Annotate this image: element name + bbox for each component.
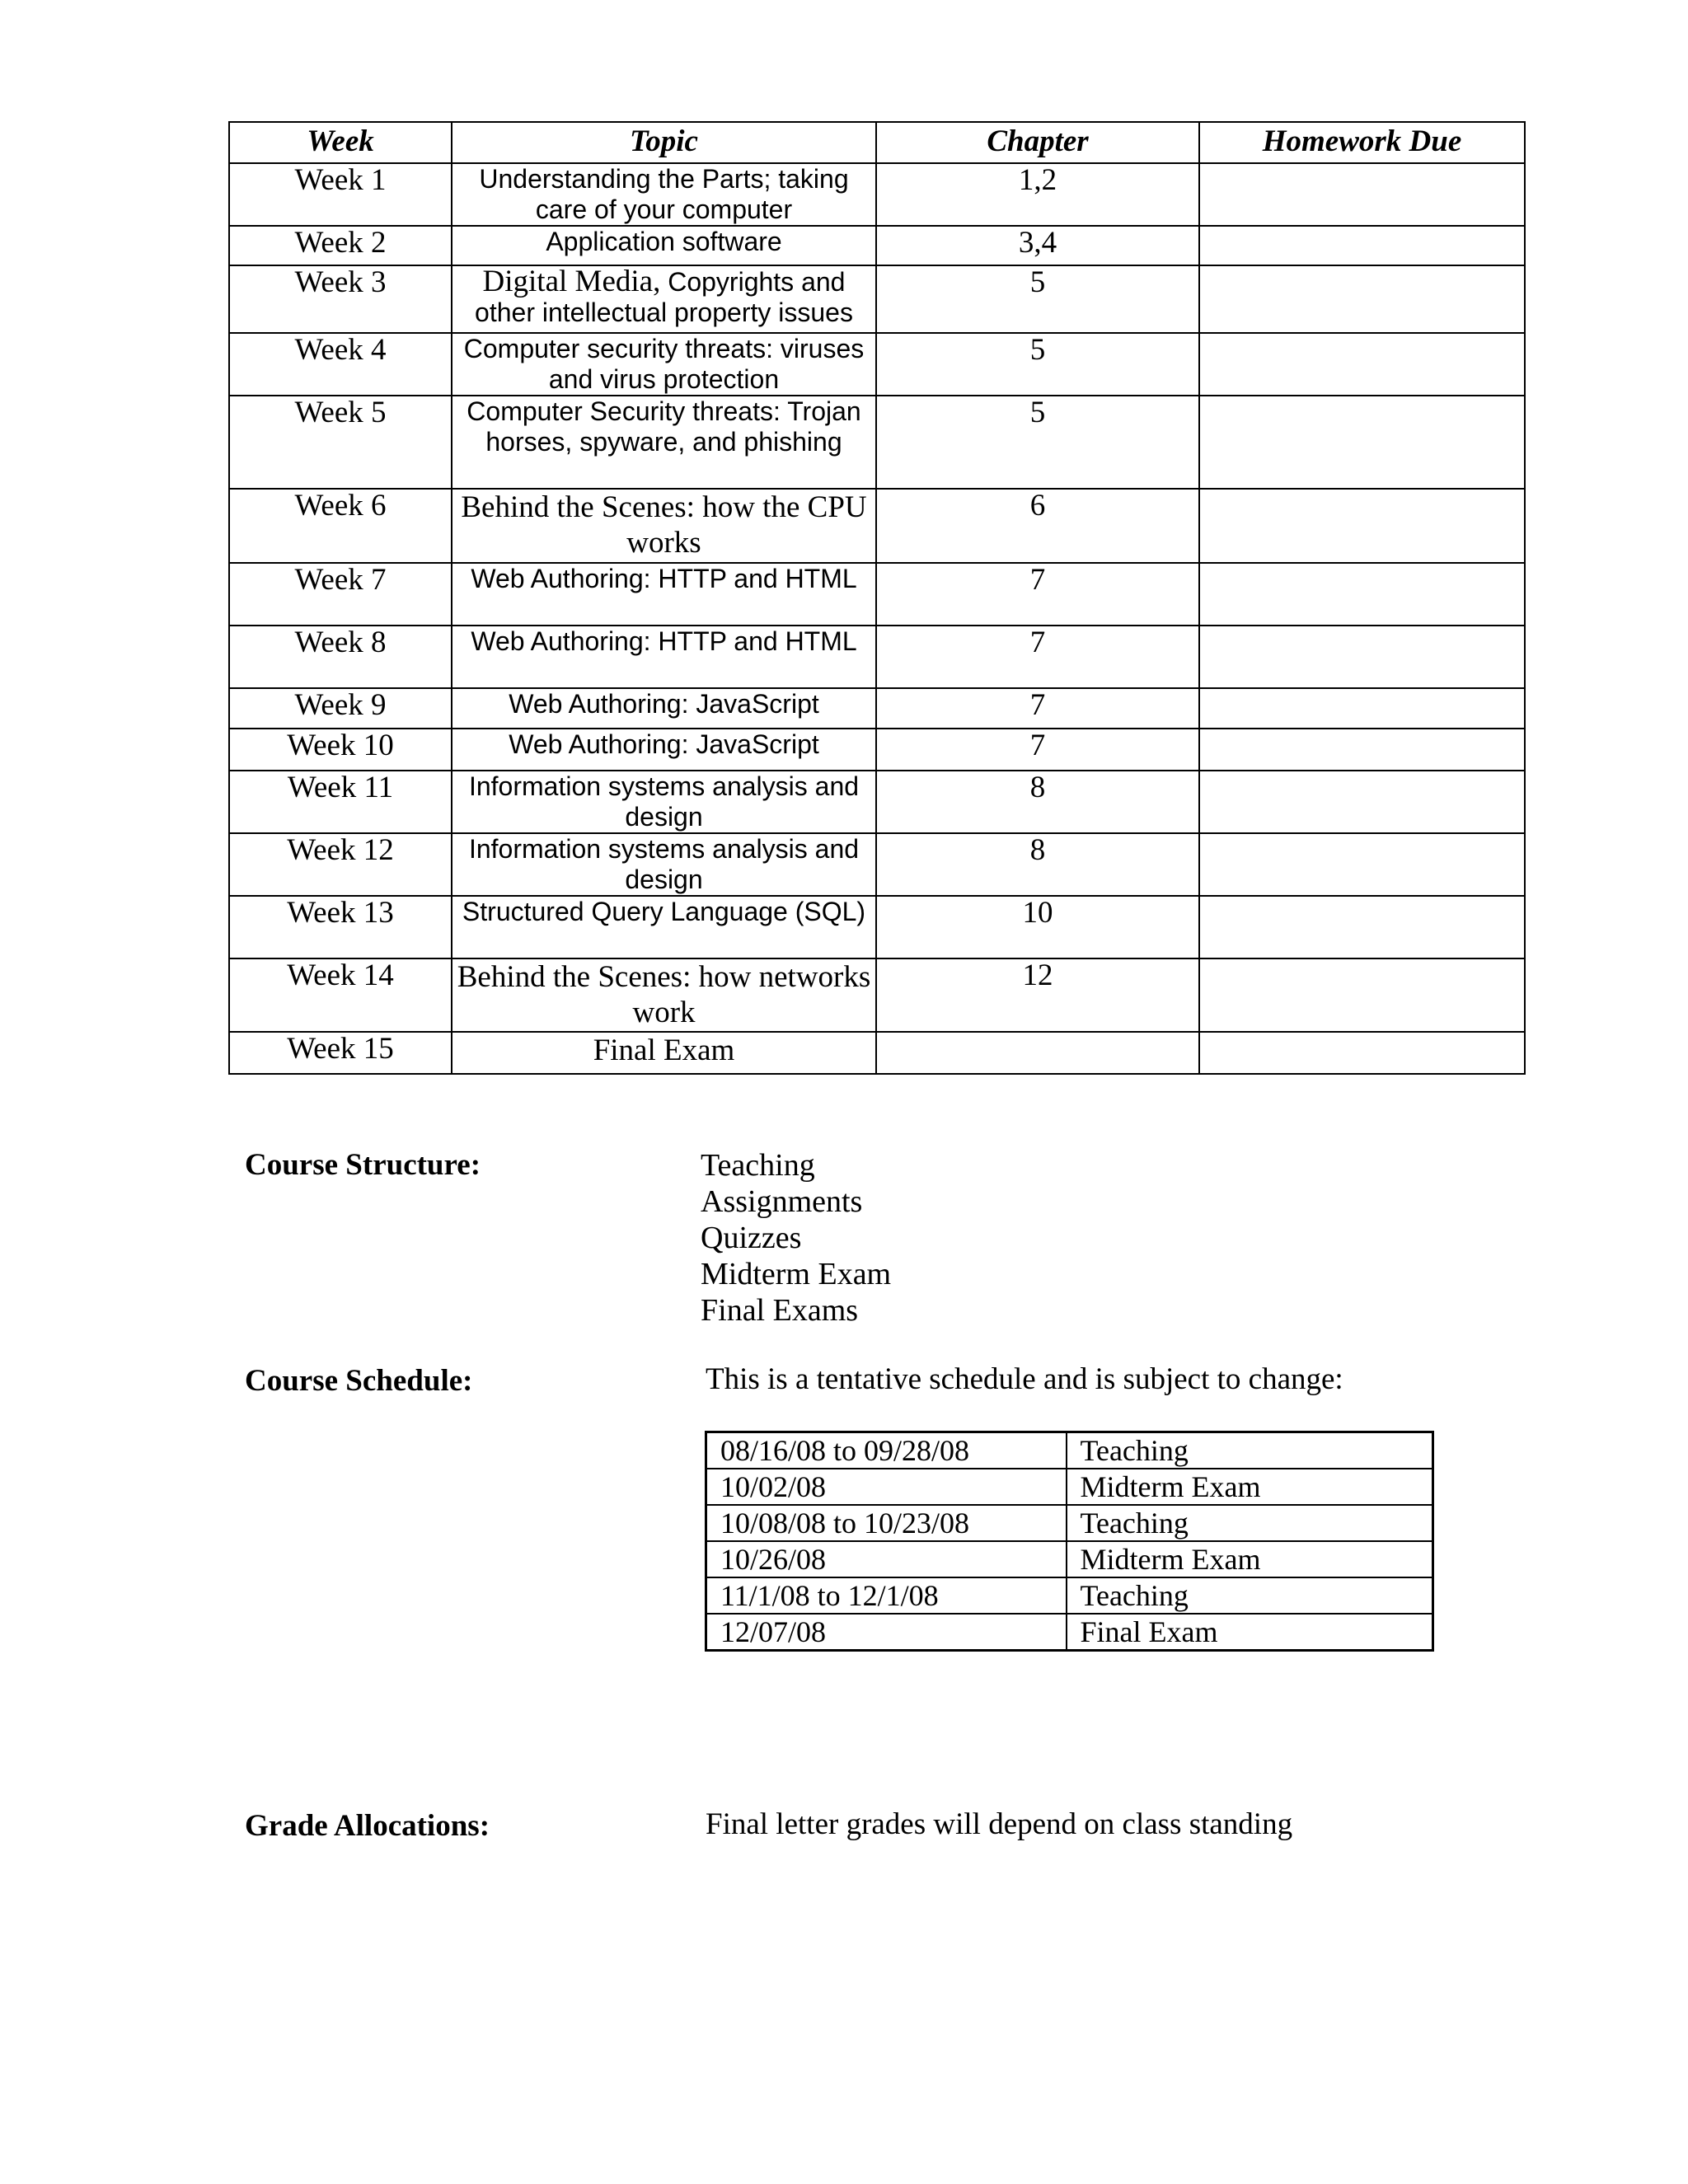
topic-cell: Understanding the Parts; taking care of your computer	[452, 163, 876, 226]
homework-cell	[1199, 163, 1525, 226]
schedule-date-cell: 10/26/08	[706, 1541, 1067, 1577]
course-schedule-label: Course Schedule:	[245, 1364, 473, 1398]
chapter-cell: 7	[876, 729, 1199, 771]
table-row	[229, 489, 1525, 563]
table-row	[706, 1432, 1433, 1469]
topic-cell: Computer security threats: viruses and virus protection	[452, 333, 876, 396]
homework-cell	[1199, 833, 1525, 896]
course-schedule-note: This is a tentative schedule and is subject to change:	[706, 1362, 1343, 1396]
week-cell: Week 3	[229, 265, 452, 333]
table-header-row	[229, 122, 1525, 163]
table-row	[229, 626, 1525, 688]
topic-cell	[452, 265, 876, 333]
table-row	[229, 265, 1525, 333]
homework-cell	[1199, 958, 1525, 1032]
grade-allocations-label: Grade Allocations:	[245, 1809, 490, 1843]
topic-cell: Final Exam	[452, 1032, 876, 1074]
homework-cell	[1199, 1032, 1525, 1074]
header-week: Week	[229, 122, 452, 163]
table-row	[229, 396, 1525, 489]
table-row	[229, 958, 1525, 1032]
chapter-cell: 5	[876, 396, 1199, 489]
week-cell: Week 15	[229, 1032, 452, 1074]
homework-cell	[1199, 688, 1525, 729]
chapter-cell: 1,2	[876, 163, 1199, 226]
header-chapter: Chapter	[876, 122, 1199, 163]
homework-cell	[1199, 626, 1525, 688]
schedule-date-cell: 11/1/08 to 12/1/08	[706, 1577, 1067, 1614]
table-row	[706, 1614, 1433, 1651]
week-cell: Week 12	[229, 833, 452, 896]
week-cell: Week 11	[229, 771, 452, 833]
chapter-cell: 5	[876, 265, 1199, 333]
table-row	[229, 563, 1525, 626]
table-row	[706, 1541, 1433, 1577]
week-cell: Week 8	[229, 626, 452, 688]
week-cell: Week 2	[229, 226, 452, 265]
chapter-cell	[876, 1032, 1199, 1074]
schedule-activity-cell: Final Exam	[1067, 1614, 1433, 1651]
schedule-activity-cell: Midterm Exam	[1067, 1541, 1433, 1577]
table-row	[229, 688, 1525, 729]
table-row	[229, 771, 1525, 833]
week-cell: Week 13	[229, 896, 452, 958]
list-item: Midterm Exam	[701, 1257, 892, 1291]
week-cell: Week 10	[229, 729, 452, 771]
topic-cell: Structured Query Language (SQL)	[452, 896, 876, 958]
week-cell: Week 5	[229, 396, 452, 489]
week-cell: Week 9	[229, 688, 452, 729]
table-row	[229, 729, 1525, 771]
schedule-activity-cell: Teaching	[1067, 1432, 1433, 1469]
topic-cell: Behind the Scenes: how the CPU works	[452, 489, 876, 563]
chapter-cell: 8	[876, 833, 1199, 896]
homework-cell	[1199, 771, 1525, 833]
table-row	[229, 833, 1525, 896]
topic-cell: Web Authoring: HTTP and HTML	[452, 563, 876, 626]
list-item: Assignments	[701, 1184, 863, 1219]
chapter-cell: 7	[876, 626, 1199, 688]
course-structure-list	[701, 1147, 891, 1329]
table-row	[229, 333, 1525, 396]
chapter-cell: 7	[876, 688, 1199, 729]
homework-cell	[1199, 729, 1525, 771]
schedule-activity-cell: Teaching	[1067, 1505, 1433, 1541]
homework-cell	[1199, 265, 1525, 333]
table-row	[706, 1469, 1433, 1505]
topic-rest-text: Copyrights and other intellectual property issues	[475, 267, 853, 327]
list-item: Final Exams	[701, 1293, 859, 1328]
chapter-cell: 8	[876, 771, 1199, 833]
table-row	[229, 163, 1525, 226]
course-structure-label: Course Structure:	[245, 1148, 481, 1182]
table-row	[706, 1577, 1433, 1614]
topic-cell: Computer Security threats: Trojan horses, spyware, and phishing	[452, 396, 876, 489]
homework-cell	[1199, 896, 1525, 958]
homework-cell	[1199, 396, 1525, 489]
schedule-date-cell: 10/08/08 to 10/23/08	[706, 1505, 1067, 1541]
schedule-activity-cell: Midterm Exam	[1067, 1469, 1433, 1505]
list-item: Quizzes	[701, 1221, 802, 1255]
week-cell: Week 6	[229, 489, 452, 563]
topic-cell: Web Authoring: JavaScript	[452, 729, 876, 771]
topic-cell: Behind the Scenes: how networks work	[452, 958, 876, 1032]
chapter-cell: 3,4	[876, 226, 1199, 265]
topic-cell: Information systems analysis and design	[452, 833, 876, 896]
header-topic: Topic	[452, 122, 876, 163]
homework-cell	[1199, 563, 1525, 626]
schedule-date-cell: 10/02/08	[706, 1469, 1067, 1505]
table-row	[229, 1032, 1525, 1074]
week-cell: Week 4	[229, 333, 452, 396]
chapter-cell: 10	[876, 896, 1199, 958]
topic-lead-text: Digital Media,	[482, 265, 661, 298]
chapter-cell: 5	[876, 333, 1199, 396]
week-cell: Week 7	[229, 563, 452, 626]
chapter-cell: 7	[876, 563, 1199, 626]
homework-cell	[1199, 226, 1525, 265]
grade-allocations-text: Final letter grades will depend on class standing	[706, 1807, 1293, 1841]
homework-cell	[1199, 333, 1525, 396]
table-row	[229, 896, 1525, 958]
chapter-cell: 12	[876, 958, 1199, 1032]
table-row	[706, 1505, 1433, 1541]
course-schedule-table	[705, 1431, 1434, 1652]
table-row	[229, 226, 1525, 265]
header-homework-due: Homework Due	[1199, 122, 1525, 163]
homework-cell	[1199, 489, 1525, 563]
topic-cell: Application software	[452, 226, 876, 265]
chapter-cell: 6	[876, 489, 1199, 563]
topic-cell: Web Authoring: JavaScript	[452, 688, 876, 729]
topic-cell: Information systems analysis and design	[452, 771, 876, 833]
week-cell: Week 14	[229, 958, 452, 1032]
schedule-date-cell: 12/07/08	[706, 1614, 1067, 1651]
schedule-date-cell: 08/16/08 to 09/28/08	[706, 1432, 1067, 1469]
list-item: Teaching	[701, 1148, 815, 1183]
schedule-activity-cell: Teaching	[1067, 1577, 1433, 1614]
weekly-schedule-table	[228, 121, 1526, 1075]
week-cell: Week 1	[229, 163, 452, 226]
topic-cell: Web Authoring: HTTP and HTML	[452, 626, 876, 688]
